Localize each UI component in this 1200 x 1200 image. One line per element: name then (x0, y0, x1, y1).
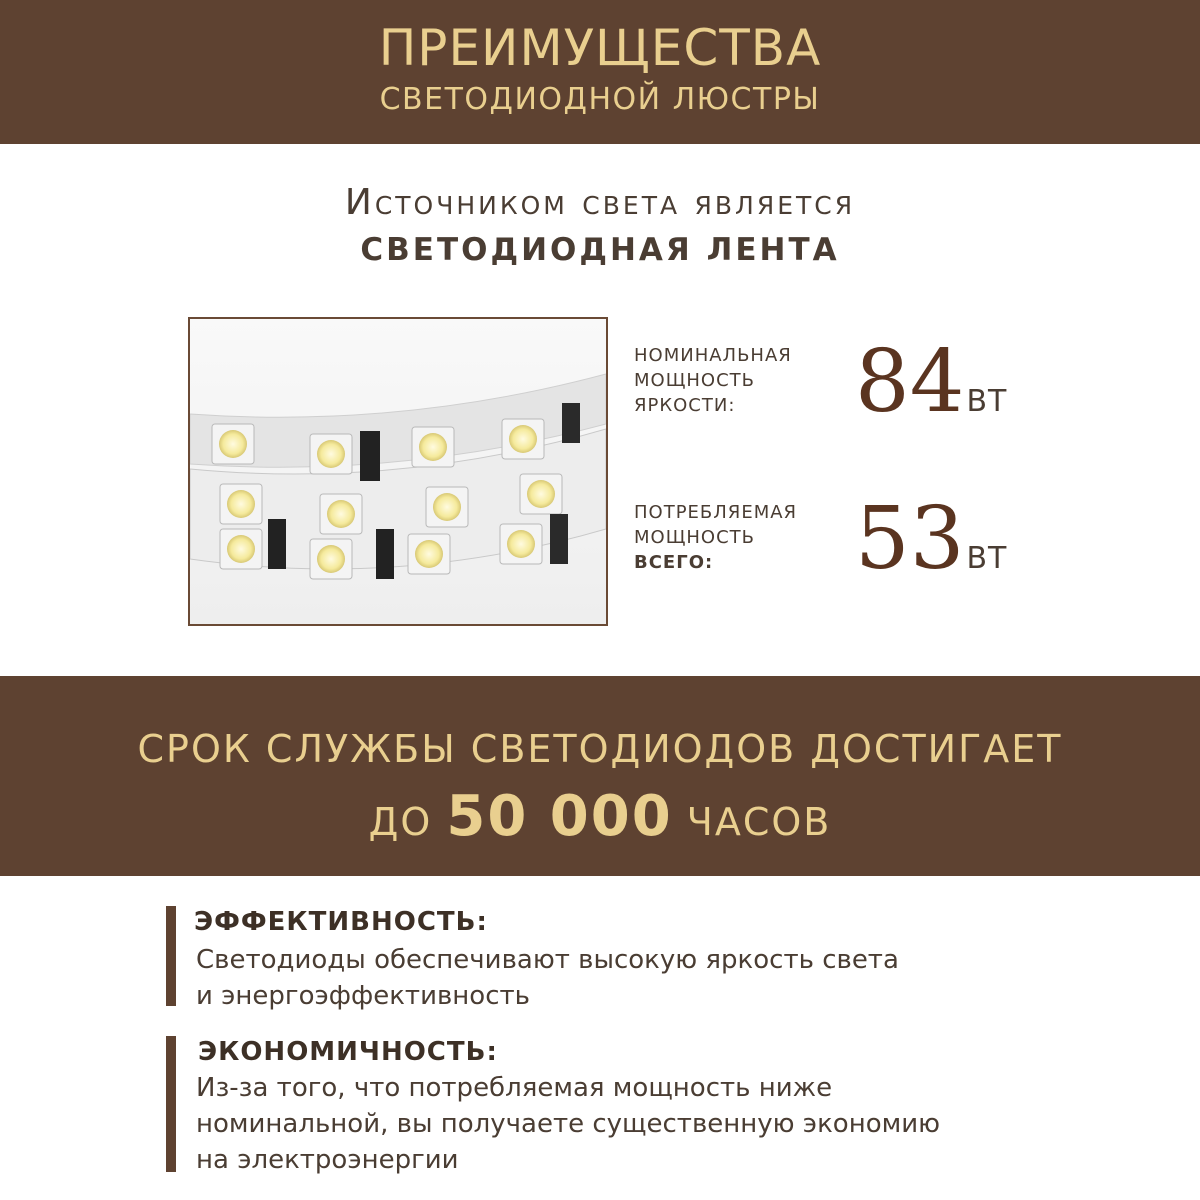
feature-economy (166, 1036, 1066, 1175)
spec-consumption-label-line2: МОЩНОСТЬ (634, 527, 756, 548)
intro-line-2: СВЕТОДИОДНАЯ ЛЕНТА (360, 232, 840, 268)
intro-line-1: Источником света является (344, 182, 856, 223)
lifetime-line-1: СРОК СЛУЖБЫ СВЕТОДИОДОВ ДОСТИГАЕТ (137, 727, 1063, 771)
spec-consumption-value (855, 489, 1008, 604)
lifetime-hours: 50 000 (446, 784, 673, 849)
feature-efficiency (166, 906, 1066, 1011)
spec-nominal-label-line2: МОЩНОСТЬ (634, 370, 756, 391)
header-banner (0, 0, 1200, 144)
lifetime-line-2 (0, 782, 1200, 857)
header-subtitle: СВЕТОДИОДНОЙ ЛЮСТРЫ (379, 82, 821, 117)
spec-consumption-label (634, 500, 834, 575)
spec-nominal-label-line3: ЯРКОСТИ: (634, 395, 736, 416)
spec-consumption-unit: ВТ (966, 541, 1008, 576)
lifetime-suffix: ЧАСОВ (686, 800, 832, 844)
spec-nominal-number: 84 (855, 332, 965, 432)
feature-efficiency-title: ЭФФЕКТИВНОСТЬ: (194, 907, 488, 937)
spec-nominal-value (855, 332, 1008, 447)
feature-accent-bar (166, 1036, 176, 1172)
spec-nominal-unit: ВТ (966, 384, 1008, 419)
feature-accent-bar (166, 906, 176, 1006)
spec-nominal-label-line1: НОМИНАЛЬНАЯ (634, 345, 792, 366)
spec-consumption-number: 53 (855, 489, 965, 589)
spec-consumption-label-line1: ПОТРЕБЛЯЕМАЯ (634, 502, 798, 523)
header-title: ПРЕИМУЩЕСТВА (378, 19, 822, 77)
feature-economy-title: ЭКОНОМИЧНОСТЬ: (198, 1037, 498, 1067)
spec-consumption-label-line3: ВСЕГО: (634, 552, 714, 573)
spec-nominal-label (634, 343, 834, 418)
lifetime-prefix: ДО (368, 800, 433, 844)
lifetime-banner (0, 676, 1200, 876)
feature-economy-text: Из-за того, что потребляемая мощность ниже номинальной, вы получаете существенную экономию на электроэнергии (196, 1073, 940, 1175)
led-strip-image (190, 319, 606, 624)
feature-efficiency-text: Светодиоды обеспечивают высокую яркость света и энергоэффективность (196, 945, 899, 1011)
led-strip-photo (188, 317, 608, 626)
